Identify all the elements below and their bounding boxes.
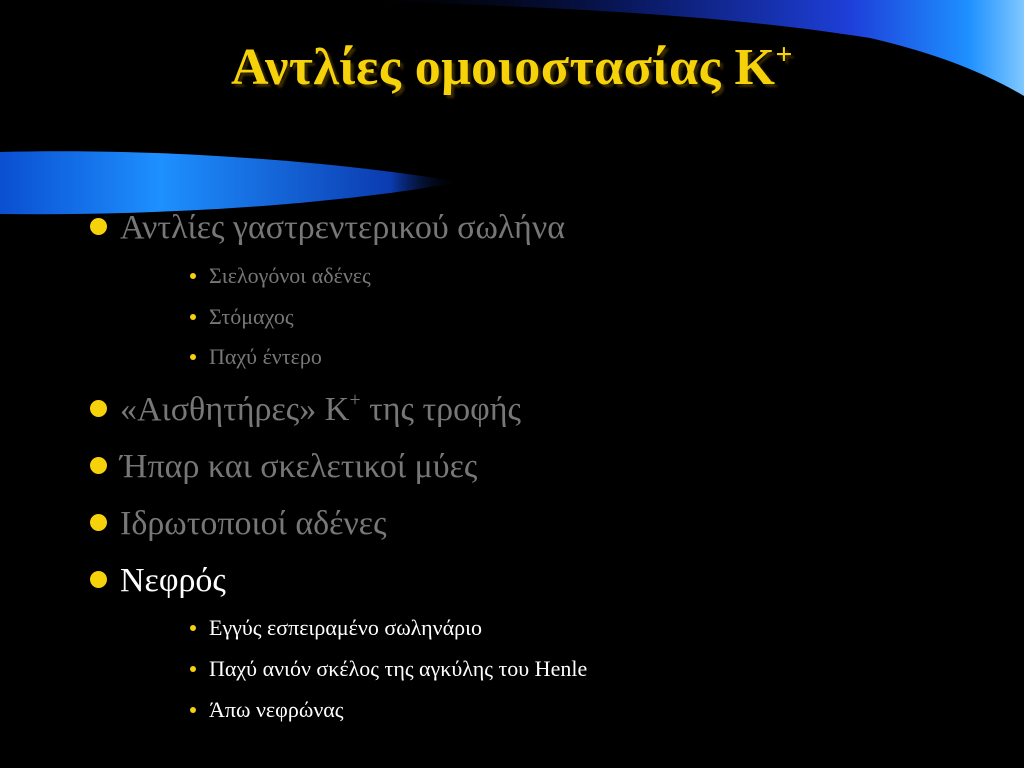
sub-bullet-dot — [190, 354, 196, 360]
bullet-food-sensors: «Αισθητήρες» K+ της τροφής — [90, 390, 521, 430]
sub-bullet-colon: Παχύ έντερο — [190, 343, 322, 371]
sub-bullet-henle-loop: Παχύ ανιόν σκέλος της αγκύλης του Henle — [190, 655, 587, 683]
bullet-dot — [90, 514, 107, 531]
bullet-liver-muscle: Ήπαρ και σκελετικοί μύες — [90, 447, 477, 487]
sub-bullet-dot — [190, 666, 196, 672]
bullet-sweat-glands: Ιδρωτοποιοί αδένες — [90, 504, 387, 544]
sub-bullet-proximal-tubule: Εγγύς εσπειραμένο σωληνάριο — [190, 614, 482, 642]
bullet-dot — [90, 400, 107, 417]
bullet-kidney: Νεφρός — [90, 561, 226, 601]
slide-title: Αντλίες ομοιοστασίας K+ — [230, 38, 793, 96]
bullet-dot — [90, 571, 107, 588]
sub-bullet-distal-nephron: Άπω νεφρώνας — [190, 696, 344, 724]
sub-bullet-dot — [190, 314, 196, 320]
bullet-dot — [90, 218, 107, 235]
sub-bullet-dot — [190, 625, 196, 631]
sub-bullet-dot — [190, 707, 196, 713]
sub-bullet-stomach: Στόμαχος — [190, 303, 294, 331]
bullet-dot — [90, 457, 107, 474]
sub-bullet-salivary: Σιελογόνοι αδένες — [190, 262, 371, 290]
sub-bullet-dot — [190, 273, 196, 279]
bullet-gi-pumps: Αντλίες γαστρεντερικού σωλήνα — [90, 208, 565, 248]
